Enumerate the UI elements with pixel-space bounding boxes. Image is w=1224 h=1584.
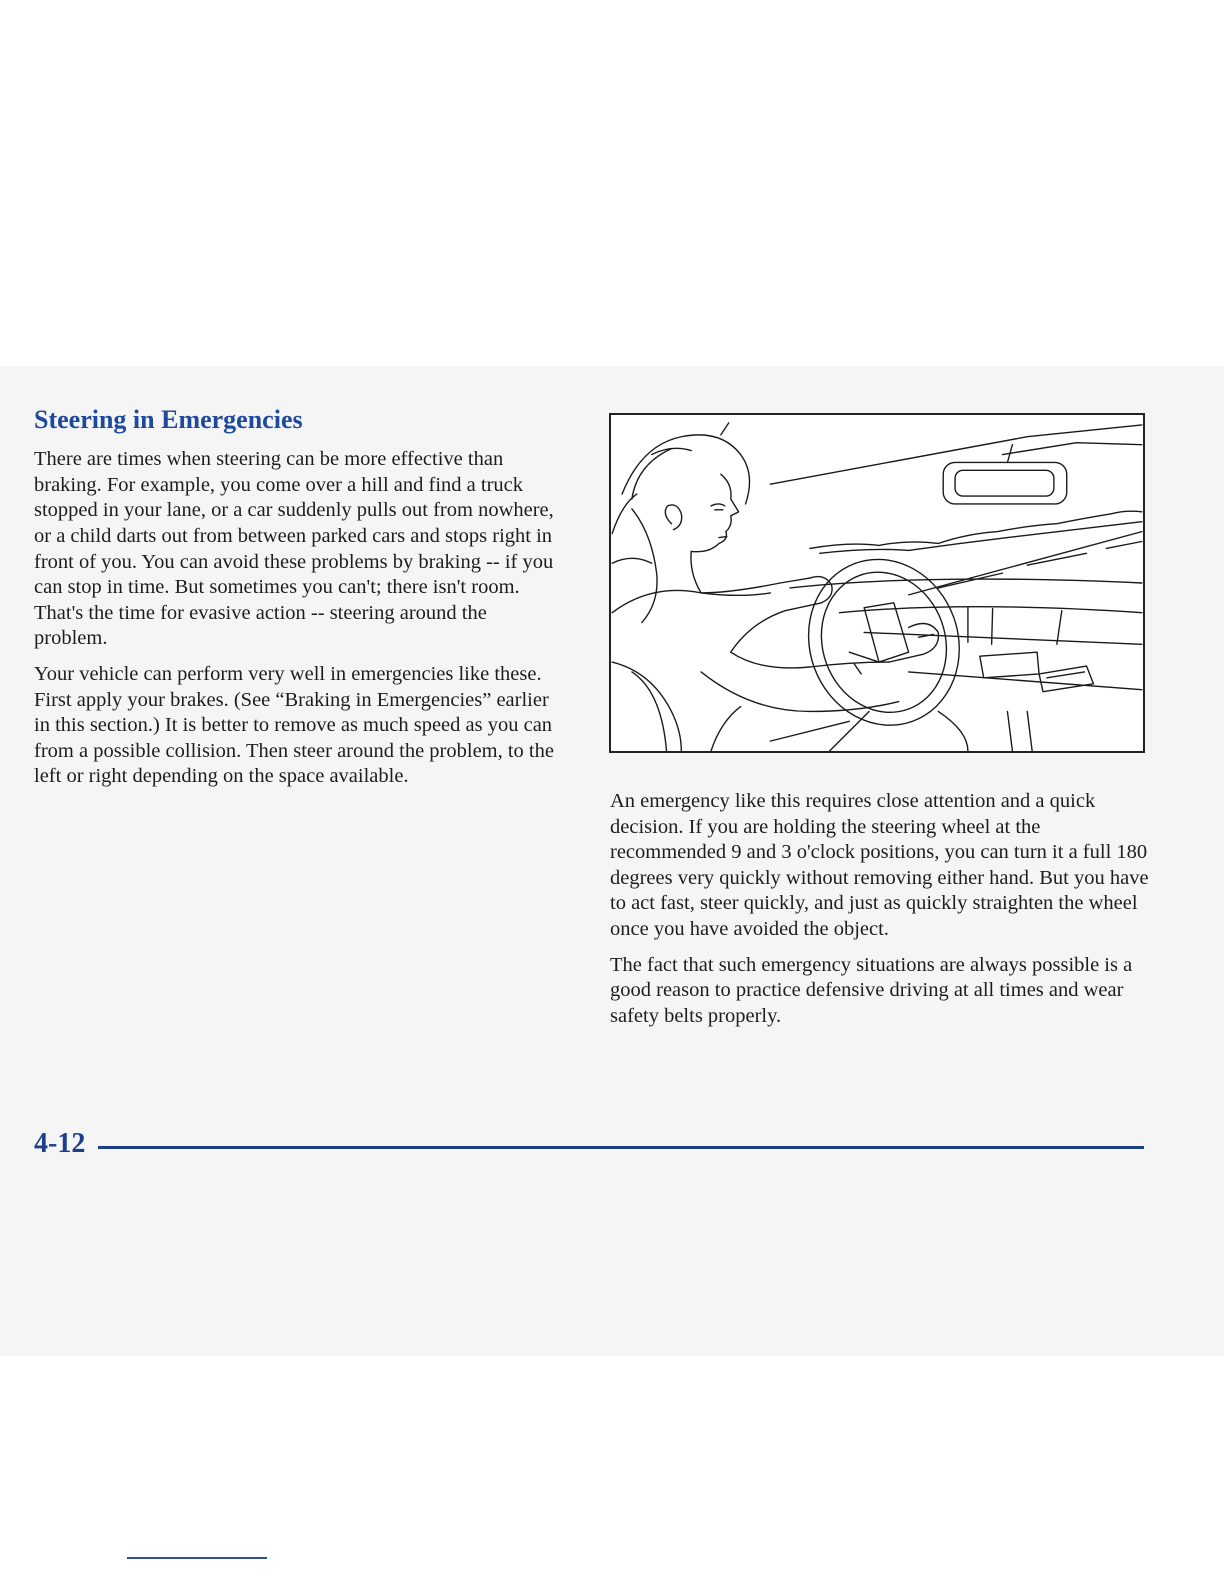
right-column xyxy=(610,789,1155,1039)
page-number: 4-12 xyxy=(34,1128,86,1159)
body-paragraph: The fact that such emergency situations are always possible is a good reason to practice defensive driving at all times and wear safety belts properly. xyxy=(610,953,1133,1027)
body-paragraph: There are times when steering can be more effective than braking. For example, you come over a hill and find a truck stopped in your lane, or a car suddenly pulls out from nowhere, or a child darts out from between parked cars and stops right in front of you. You can avoid these problems by braking -- if you can stop in time. But sometimes you can't; there isn't room. That's the time for evasive action -- steering around the problem. xyxy=(34,448,554,650)
footer-rule xyxy=(98,1146,1144,1149)
divider xyxy=(127,1557,267,1559)
body-paragraph: Your vehicle can perform very well in emergencies like these. First apply your brakes. (See “Braking in Emergencies” earlier in this section.) It is better to remove as much speed as you can from a possible collision. Then steer around the problem, to the left or right depending on the space available. xyxy=(34,662,554,788)
left-column xyxy=(34,404,554,800)
caption-paragraph: An emergency like this requires close attention and a quick decision. If you are holding the steering wheel at the recommended 9 and 3 o'clock positions, you can turn it a full 180 degrees very quickly without removing either hand. But you have to act fast, steer quickly, and just as quickly straighten the wheel once you have avoided the object. xyxy=(610,790,1149,940)
driver-illustration xyxy=(609,413,1145,753)
section-title: Steering in Emergencies xyxy=(34,405,303,434)
